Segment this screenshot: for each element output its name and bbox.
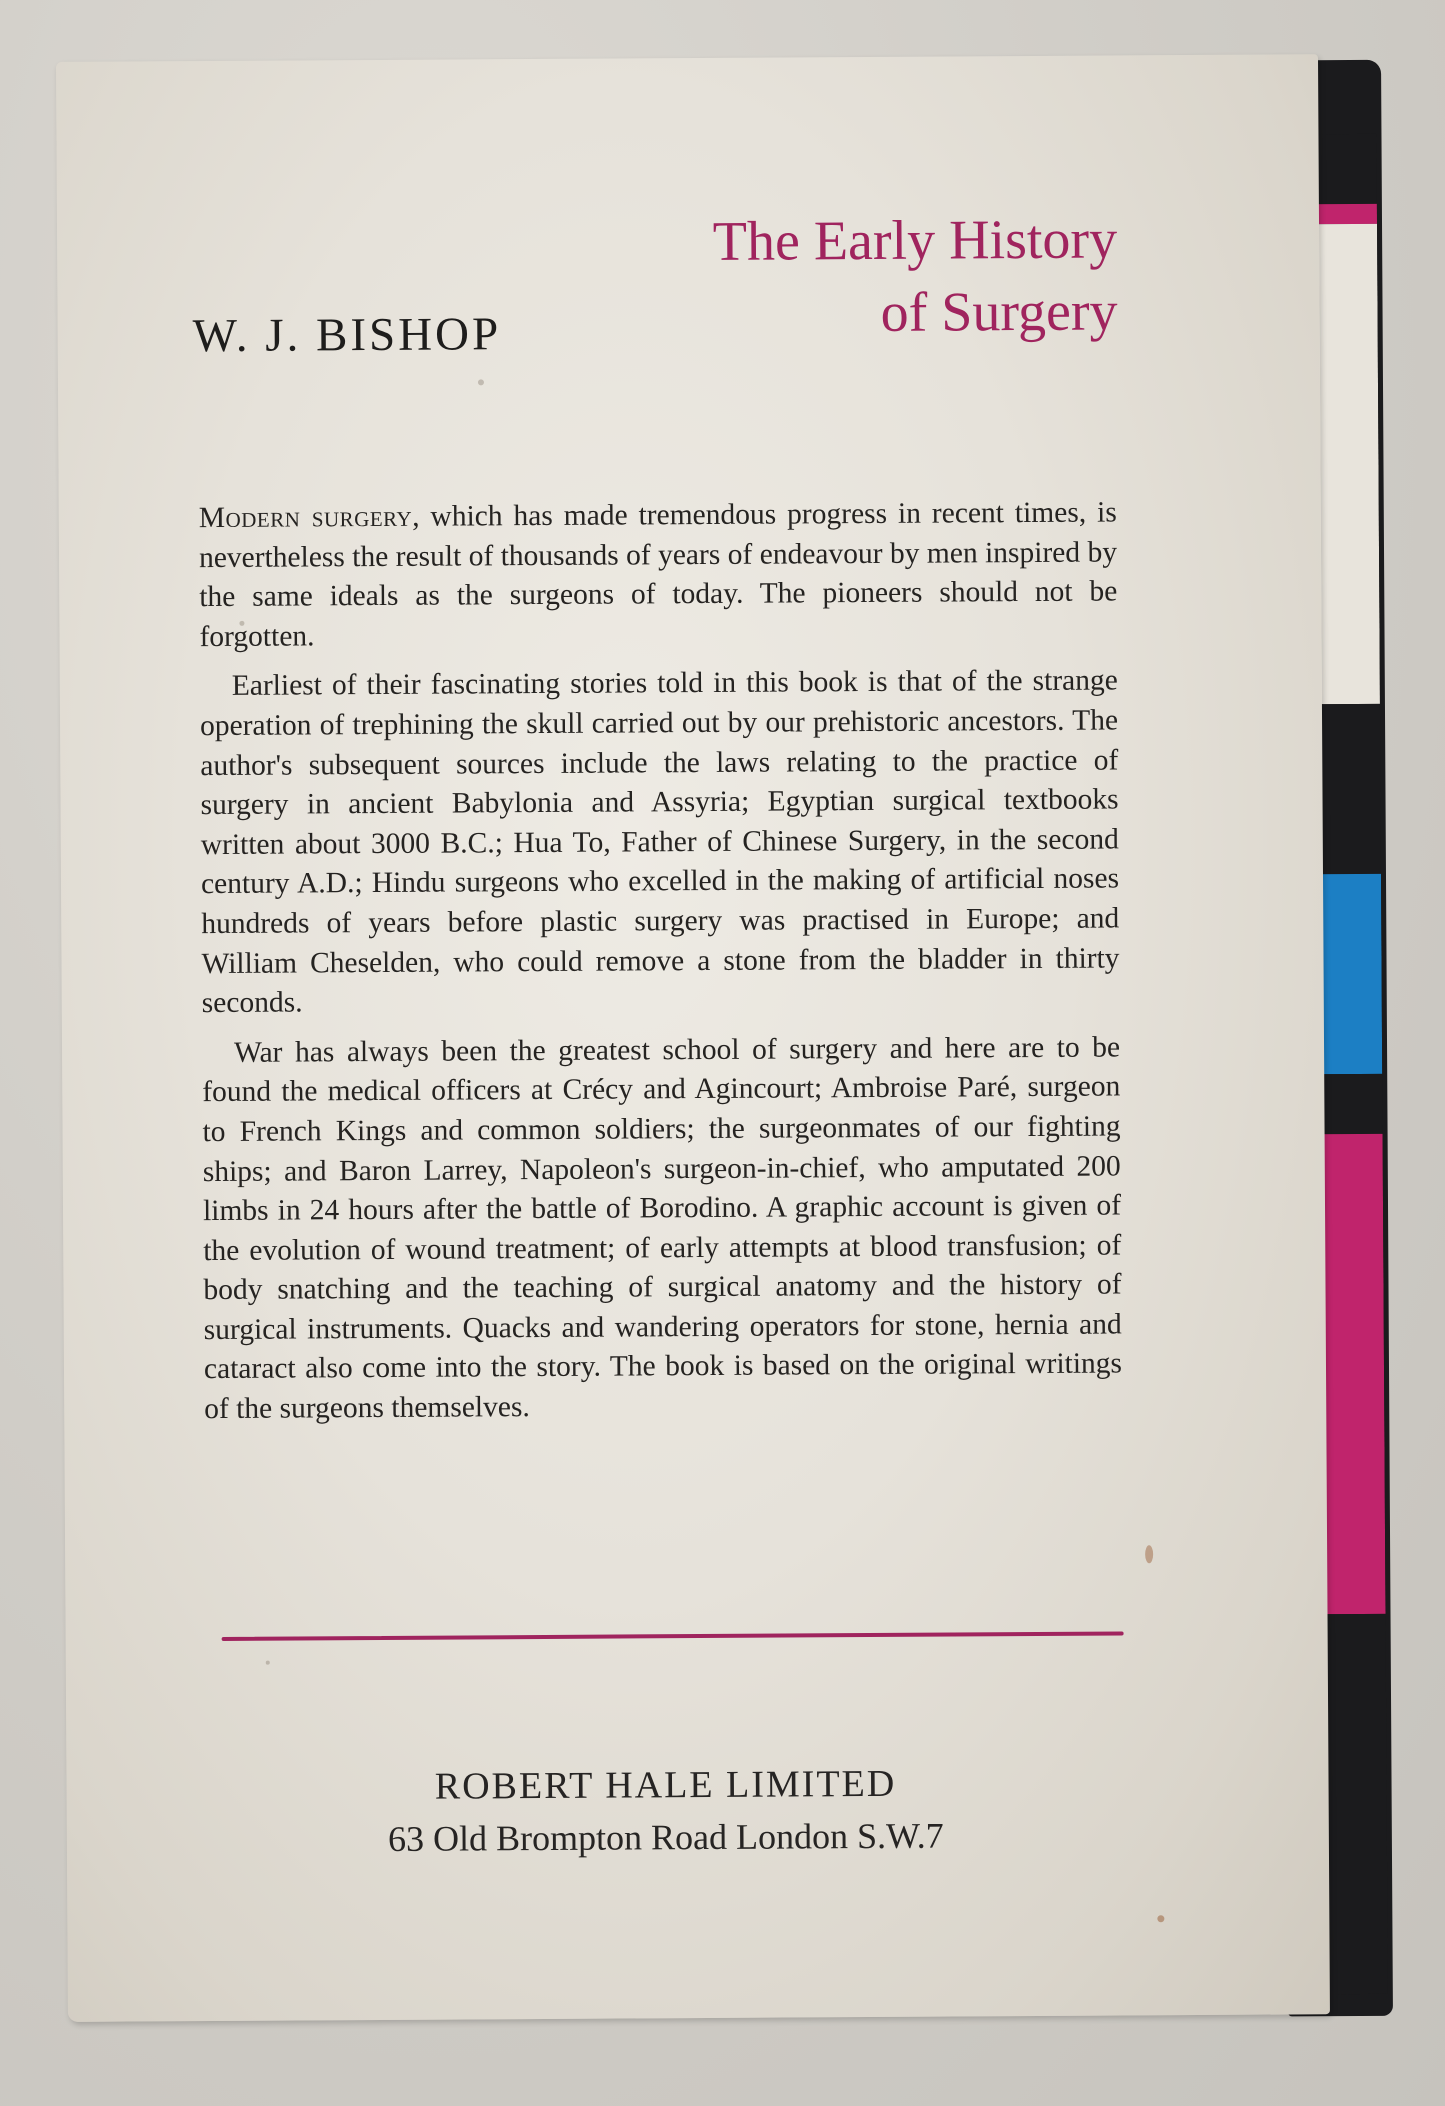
book-title: [617, 203, 1118, 350]
dust-jacket-back: [56, 54, 1330, 2022]
blurb-paragraph-3: War has always been the greatest school of surgery and here are to be found the medical officers at Crécy and Agincourt; Ambroise Paré, surgeon to French Kings and common soldiers; the surgeonmates of our fighting ships; and Baron Larrey, Napoleon's surgeon-in-chief, who amputated 200 limbs in 24 hours after the battle of Borodino. A graphic account is given of the evolution of wound treatment; of early attempts at blood transfusion; of body snatching and the teaching of surgical anatomy and the history of surgical instruments. Quacks and wandering operators for stone, hernia and cataract also come into the story. The book is based on the original writings of the surgeons themselves.: [202, 1031, 1123, 1426]
paper-speck: [478, 379, 484, 385]
author-name: W. J. BISHOP: [192, 308, 502, 363]
blurb-text: [199, 493, 1123, 1439]
publisher-name: ROBERT HALE LIMITED: [434, 1762, 897, 1808]
paper-speck: [1157, 1915, 1164, 1922]
publisher-address: 63 Old Brompton Road London S.W.7: [387, 1815, 944, 1859]
title-line-1: The Early History: [712, 208, 1118, 273]
publisher-block: [206, 1755, 1125, 1865]
paper-speck: [1145, 1545, 1153, 1563]
paper-speck: [266, 1661, 270, 1665]
book: [56, 54, 1353, 2030]
title-line-2: of Surgery: [880, 280, 1118, 344]
divider-rule: [222, 1631, 1124, 1641]
blurb-paragraph-1-text: , which has made tremendous progress in recent times, is nevertheless the result of thousands of years of endeavour by men inspired by the same ideals as the surgeons of today. The pioneers should not be forgotten.: [198, 496, 1118, 653]
blurb-paragraph-1: [199, 493, 1118, 657]
blurb-paragraph-2: Earliest of their fascinating stories told in this book is that of the strange operation of trephining the skull carried out by our prehistoric ancestors. The author's subsequent sources include the laws relating to the practice of surgery in ancient Babylonia and Assyria; Egyptian surgical textbooks written about 3000 B.C.; Hua To, Father of Chinese Surgery, in the second century A.D.; Hindu surgeons who excelled in the making of artificial noses hundreds of years before plastic surgery was practised in Europe; and William Cheselden, who could remove a stone from the bladder in thirty seconds.: [199, 664, 1120, 1020]
blurb-lead-smallcaps: Modern surgery: [198, 500, 413, 535]
